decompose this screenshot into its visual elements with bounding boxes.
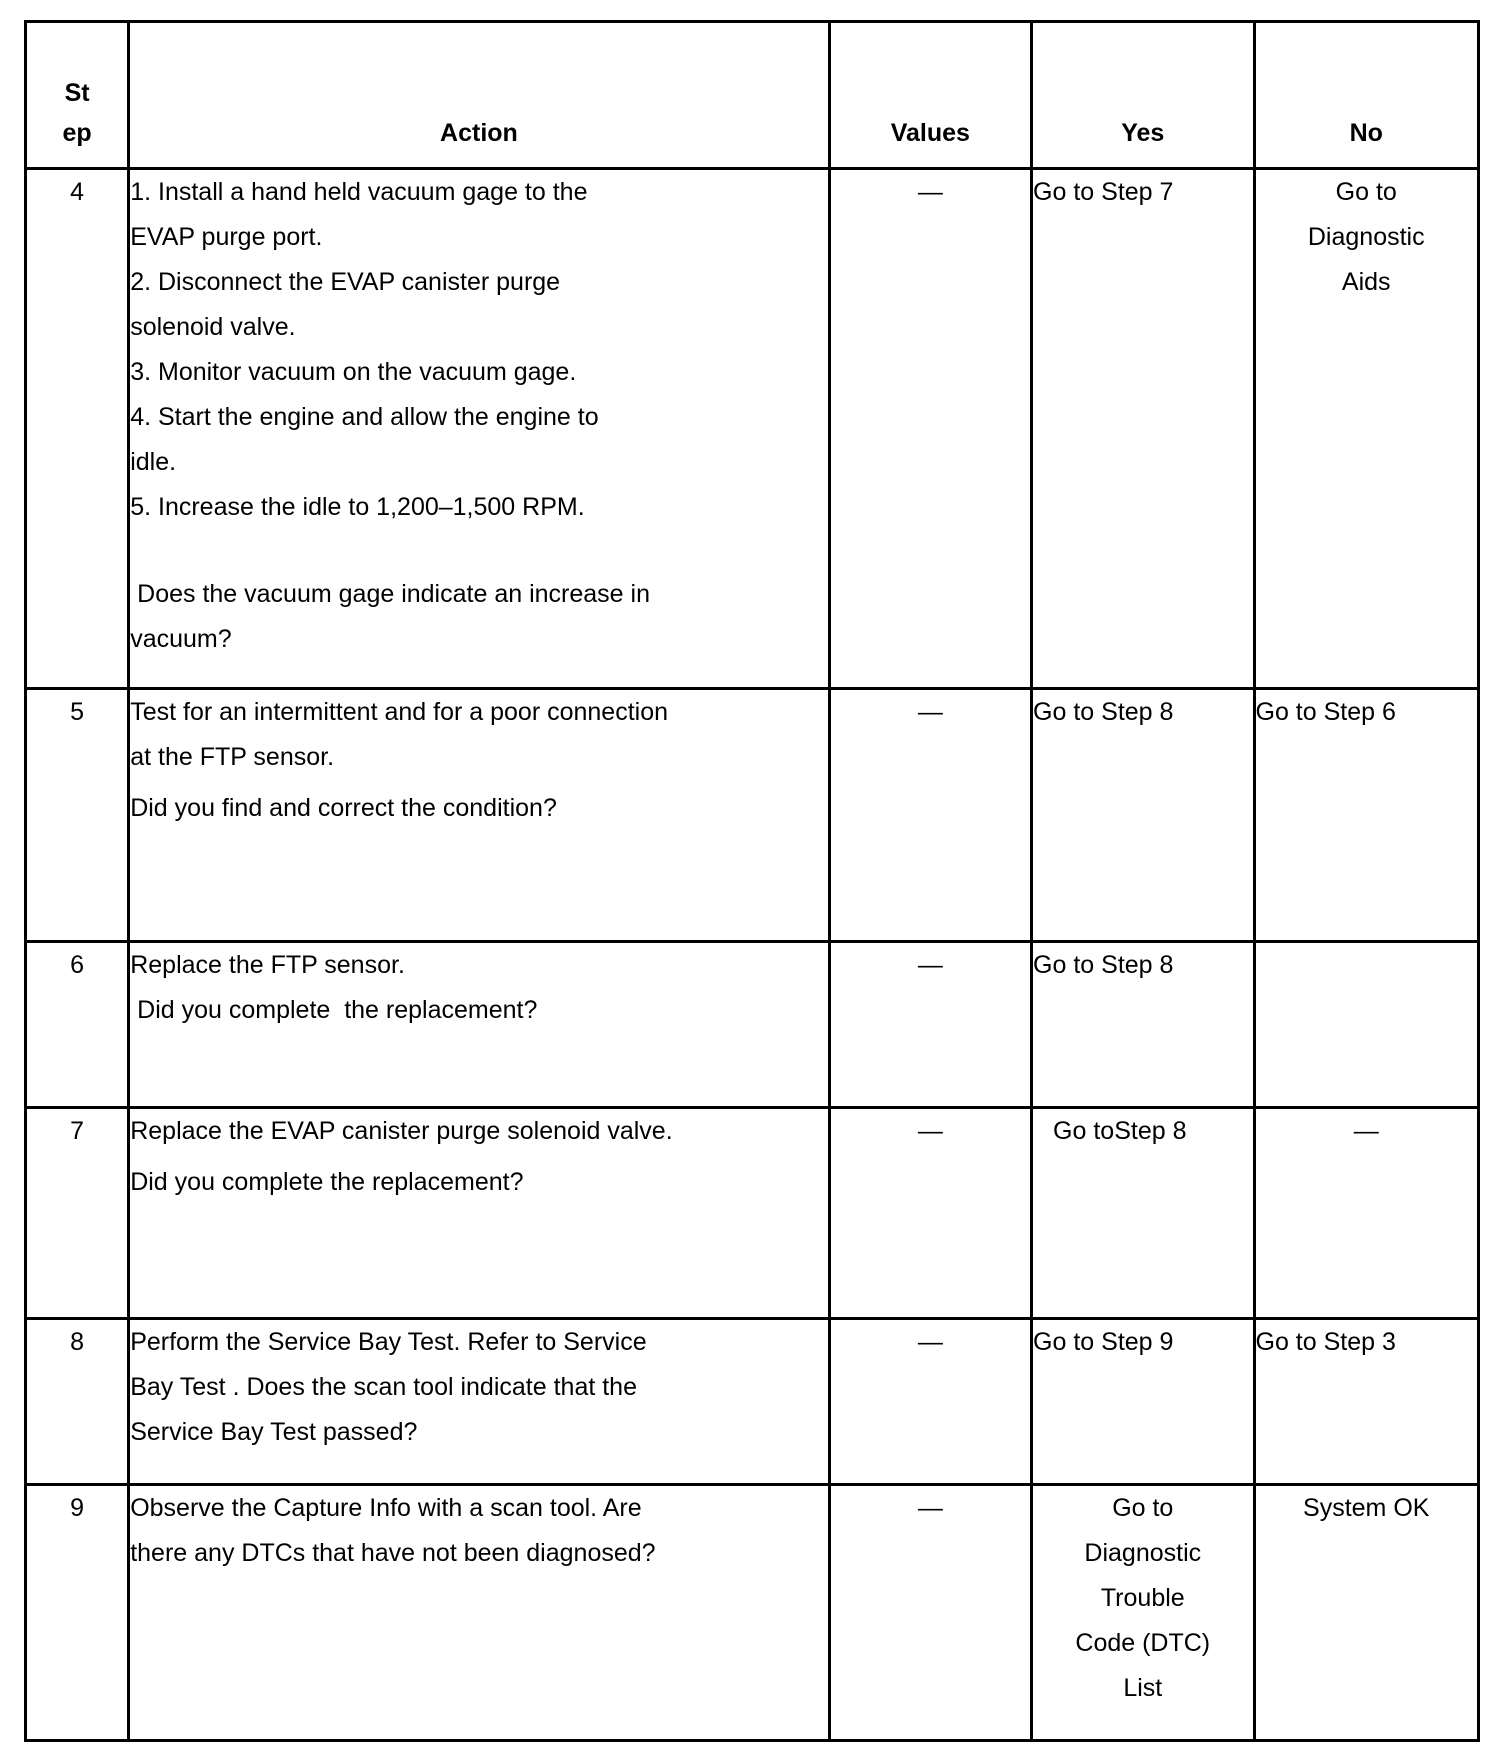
- table-row: [26, 1108, 1479, 1319]
- step-number: 7: [26, 1108, 129, 1319]
- values-cell: —: [829, 1485, 1031, 1741]
- values-cell: —: [829, 942, 1031, 1108]
- header-step: [26, 22, 129, 169]
- values-cell: —: [829, 689, 1031, 942]
- yes-line: Diagnostic: [1084, 1539, 1202, 1567]
- action-line: at the FTP sensor.: [130, 743, 335, 771]
- action-line: Perform the Service Bay Test. Refer to Service: [130, 1328, 647, 1356]
- header-no: No: [1254, 22, 1479, 169]
- question-line: Did you find and correct the condition?: [130, 794, 557, 822]
- action-cell: [129, 1108, 829, 1319]
- yes-line: Trouble: [1100, 1584, 1185, 1612]
- values-cell: —: [829, 1319, 1031, 1485]
- header-action: Action: [129, 22, 829, 169]
- action-cell: [129, 689, 829, 942]
- action-line: idle.: [130, 448, 177, 476]
- no-line: Diagnostic: [1307, 223, 1425, 251]
- header-step-line2: ep: [62, 119, 92, 147]
- yes-cell: Go toStep 8: [1032, 1108, 1254, 1319]
- yes-cell: Go to Step 8: [1032, 689, 1254, 942]
- action-line: Service Bay Test passed?: [130, 1418, 418, 1446]
- yes-line: Go to: [1112, 1494, 1174, 1522]
- no-line: Aids: [1341, 268, 1391, 296]
- no-cell: Go to Step 6: [1254, 689, 1479, 942]
- action-cell: [129, 1485, 829, 1741]
- action-line: EVAP purge port.: [130, 223, 323, 251]
- action-line: solenoid valve.: [130, 313, 296, 341]
- values-cell: —: [829, 169, 1031, 689]
- diagnostic-table: [24, 20, 1480, 1742]
- table-row: [26, 689, 1479, 942]
- action-line: Replace the FTP sensor.: [130, 951, 405, 979]
- question-line: Did you complete the replacement?: [130, 996, 538, 1024]
- action-line: Test for an intermittent and for a poor connection: [130, 698, 669, 726]
- header-step-line1: St: [64, 79, 90, 107]
- header-row: [26, 22, 1479, 169]
- yes-cell: Go to Step 9: [1032, 1319, 1254, 1485]
- action-cell: [129, 942, 829, 1108]
- action-cell: [129, 169, 829, 689]
- yes-cell: Go to Step 7: [1032, 169, 1254, 689]
- header-yes: Yes: [1032, 22, 1254, 169]
- action-line: 1. Install a hand held vacuum gage to the: [130, 178, 588, 206]
- yes-line: List: [1123, 1674, 1163, 1702]
- step-number: 8: [26, 1319, 129, 1485]
- no-cell: Go to Step 3: [1254, 1319, 1479, 1485]
- yes-cell: [1032, 1485, 1254, 1741]
- step-number: 5: [26, 689, 129, 942]
- no-cell: —: [1254, 1108, 1479, 1319]
- step-number: 4: [26, 169, 129, 689]
- question-line: vacuum?: [130, 625, 232, 653]
- yes-cell: Go to Step 8: [1032, 942, 1254, 1108]
- no-cell: [1254, 169, 1479, 689]
- action-line: 2. Disconnect the EVAP canister purge: [130, 268, 561, 296]
- action-line: Replace the EVAP canister purge solenoid valve.: [130, 1117, 673, 1145]
- action-cell: [129, 1319, 829, 1485]
- table-row: [26, 169, 1479, 689]
- table-row: [26, 1485, 1479, 1741]
- values-cell: —: [829, 1108, 1031, 1319]
- step-number: 6: [26, 942, 129, 1108]
- yes-line: Code (DTC): [1075, 1629, 1211, 1657]
- question-line: Did you complete the replacement?: [130, 1168, 524, 1196]
- diagnostic-table-sheet: [24, 20, 1480, 1742]
- action-line: 3. Monitor vacuum on the vacuum gage.: [130, 358, 577, 386]
- table-row: [26, 942, 1479, 1108]
- no-cell: System OK: [1254, 1485, 1479, 1741]
- no-line: Go to: [1335, 178, 1397, 206]
- action-line: 5. Increase the idle to 1,200–1,500 RPM.: [130, 493, 585, 521]
- question-line: Does the vacuum gage indicate an increase in: [130, 580, 650, 608]
- action-line: Observe the Capture Info with a scan tool. Are: [130, 1494, 642, 1522]
- step-number: 9: [26, 1485, 129, 1741]
- action-line: Bay Test . Does the scan tool indicate that the: [130, 1373, 637, 1401]
- header-values: Values: [829, 22, 1031, 169]
- no-cell: [1254, 942, 1479, 1108]
- table-row: [26, 1319, 1479, 1485]
- action-line: 4. Start the engine and allow the engine to: [130, 403, 599, 431]
- action-line: there any DTCs that have not been diagnosed?: [130, 1539, 656, 1567]
